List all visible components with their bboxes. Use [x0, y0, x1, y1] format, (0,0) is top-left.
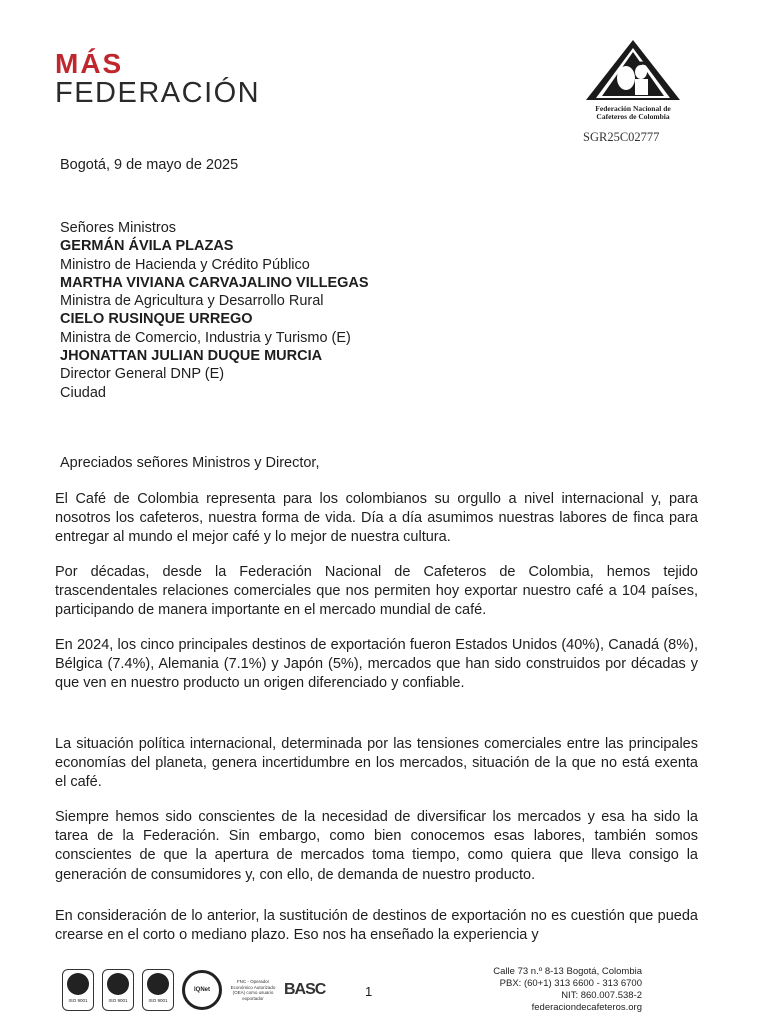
body-paragraph: El Café de Colombia representa para los colombianos su orgullo a nivel internacional y, para nosotros los cafeteros, nuestra forma de vida. Día a día asumimos nuestras labores de finca para entregar al mundo el mejor café y lo mejor de nuestra cultura.: [55, 491, 698, 546]
body-paragraph: En 2024, los cinco principales destinos de exportación fueron Estados Unidos (40%), Canadá (8%), Bélgica (7.4%), Alemania (7.1%) y Japón (5%), mercados que han sido construidos por décadas y que ven en nuestro producto un origen diferenciado y confiable.: [55, 637, 698, 692]
recipient-name: GERMÁN ÁVILA PLAZAS: [60, 238, 234, 255]
footer-website[interactable]: federaciondecafeteros.org: [531, 1002, 642, 1013]
cert-seal-icon: [147, 973, 169, 995]
letter-date: Bogotá, 9 de mayo de 2025: [60, 157, 239, 173]
body-paragraph: La situación política internacional, determinada por las tensiones comerciales entre las principales economías del planeta, genera incertidumbre en los mercados, situación de la que no está exenta el café.: [55, 736, 698, 791]
basc-logo: BASC: [284, 981, 326, 998]
recipient-intro: Señores Ministros: [60, 220, 177, 236]
iso-cert-badge: [142, 969, 174, 1011]
recipient-name: MARTHA VIVIANA CARVAJALINO VILLEGAS: [60, 274, 369, 291]
cert-label: ISO 9001: [148, 998, 168, 1003]
brand-federacion: FEDERACIÓN: [55, 77, 261, 109]
recipient-title: Director General DNP (E): [60, 366, 225, 383]
recipient-block: [60, 219, 369, 402]
recipient-title: Ministra de Agricultura y Desarrollo Rural: [60, 293, 324, 310]
logo-caption-1: Federación Nacional de: [595, 104, 671, 113]
certification-logos: [62, 964, 325, 1016]
reference-number: SGR25C02777: [583, 130, 660, 144]
page-number: 1: [365, 984, 373, 999]
recipient-title: Ministro de Hacienda y Crédito Público: [60, 256, 310, 273]
footer-address: Calle 73 n.º 8-13 Bogotá, Colombia: [493, 966, 642, 977]
logo-caption-2: Cafeteros de Colombia: [596, 112, 670, 121]
footer-contact: [462, 966, 642, 1014]
iso-cert-badge: [102, 969, 134, 1011]
cert-label: ISO 9001: [68, 998, 88, 1003]
cert-seal-icon: [107, 973, 129, 995]
fnc-mountain-icon: [578, 38, 688, 100]
body-paragraph: Por décadas, desde la Federación Nacional de Cafeteros de Colombia, hemos tejido trascendentales relaciones comerciales que nos permiten hoy exportar nuestro café a 104 países, participando de manera importante en el mercado mundial de café.: [55, 564, 698, 619]
recipient-city: Ciudad: [60, 384, 106, 401]
footer-nit: NIT: 860.007.538-2: [561, 990, 642, 1001]
iqnet-label: IQNet: [193, 987, 210, 993]
recipient-name: CIELO RUSINQUE URREGO: [60, 311, 253, 328]
oea-note: FNC - Operador Económico Autorizado (OEA) como usuario exportador: [230, 979, 276, 1001]
iso-cert-badge: [62, 969, 94, 1011]
recipient-title: Ministra de Comercio, Industria y Turismo (E): [60, 329, 351, 346]
body-paragraph: En consideración de lo anterior, la sustitución de destinos de exportación no es cuestión que pueda crearse en el corto o mediano plazo. Eso nos ha enseñado la experiencia y: [55, 908, 698, 944]
cert-label: ISO 9001: [108, 998, 128, 1003]
brand-mas: MÁS: [55, 48, 124, 79]
footer-phone: PBX: (60+1) 313 6600 - 313 6700: [499, 978, 642, 989]
body-paragraph: Siempre hemos sido conscientes de la necesidad de diversificar los mercados y esa ha sido la tarea de la Federación. Sin embargo, como bien conocemos esas labores, también somos conscientes de que la apertura de mercados toma tiempo, como quiera que lleva consigo la generación de consumidores y, con ello, de demanda de nuestro producto.: [55, 809, 698, 883]
fnc-logo: [578, 38, 688, 121]
iqnet-logo: [182, 970, 222, 1010]
salutation: Apreciados señores Ministros y Director,: [60, 455, 320, 471]
cert-seal-icon: [67, 973, 89, 995]
recipient-name: JHONATTAN JULIAN DUQUE MURCIA: [60, 348, 323, 365]
